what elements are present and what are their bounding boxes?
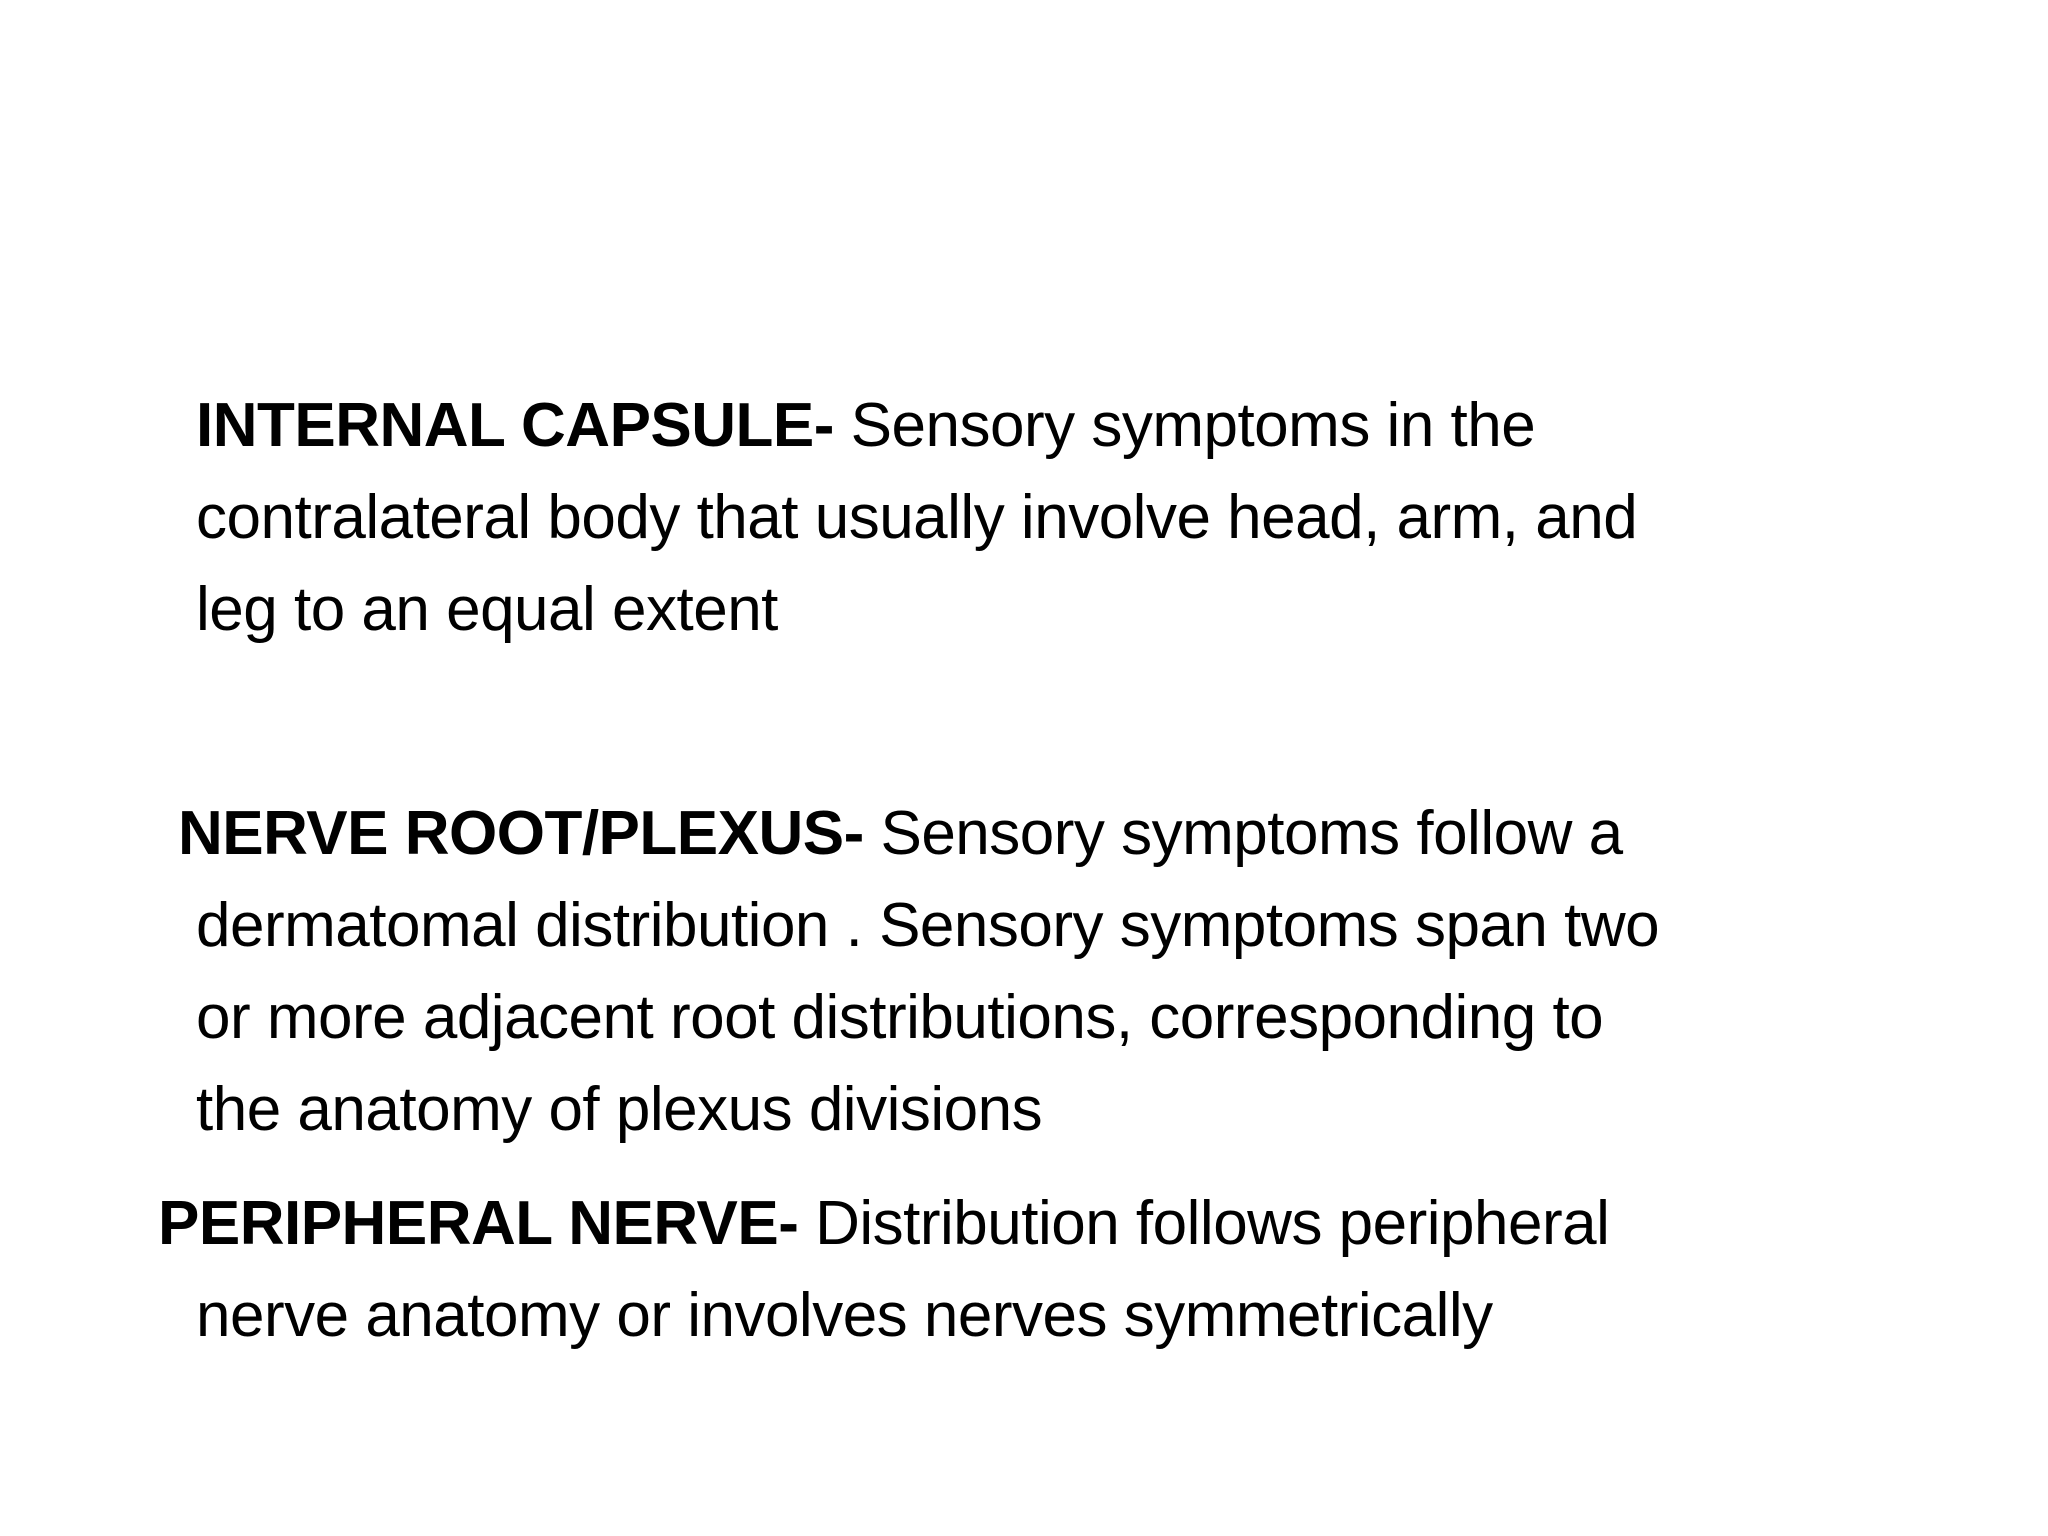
peripheral-nerve-term: PERIPHERAL NERVE- <box>158 1189 799 1258</box>
nerve-root-plexus-term: NERVE ROOT/PLEXUS- <box>178 799 864 868</box>
entry-line: dermatomal distribution . Sensory symptoms span two <box>196 891 1660 960</box>
entry-line: leg to an equal extent <box>196 575 778 644</box>
entry-line <box>158 1178 1958 1270</box>
entry-line: nerve anatomy or involves nerves symmetrically <box>196 1281 1493 1350</box>
entry-line <box>178 788 1978 880</box>
entry-line <box>196 380 1996 472</box>
entry-text: Sensory symptoms in the <box>833 391 1536 460</box>
nerve-root-plexus-entry <box>178 788 1978 1156</box>
entry-text: Distribution follows peripheral <box>798 1189 1610 1258</box>
internal-capsule-entry <box>196 380 1996 656</box>
entry-line: the anatomy of plexus divisions <box>196 1075 1043 1144</box>
peripheral-nerve-entry <box>158 1178 1958 1362</box>
entry-text: Sensory symptoms follow a <box>863 799 1623 868</box>
entry-line: contralateral body that usually involve head, arm, and <box>196 483 1638 552</box>
entry-line: or more adjacent root distributions, corresponding to <box>196 983 1604 1052</box>
internal-capsule-term: INTERNAL CAPSULE- <box>196 391 834 460</box>
